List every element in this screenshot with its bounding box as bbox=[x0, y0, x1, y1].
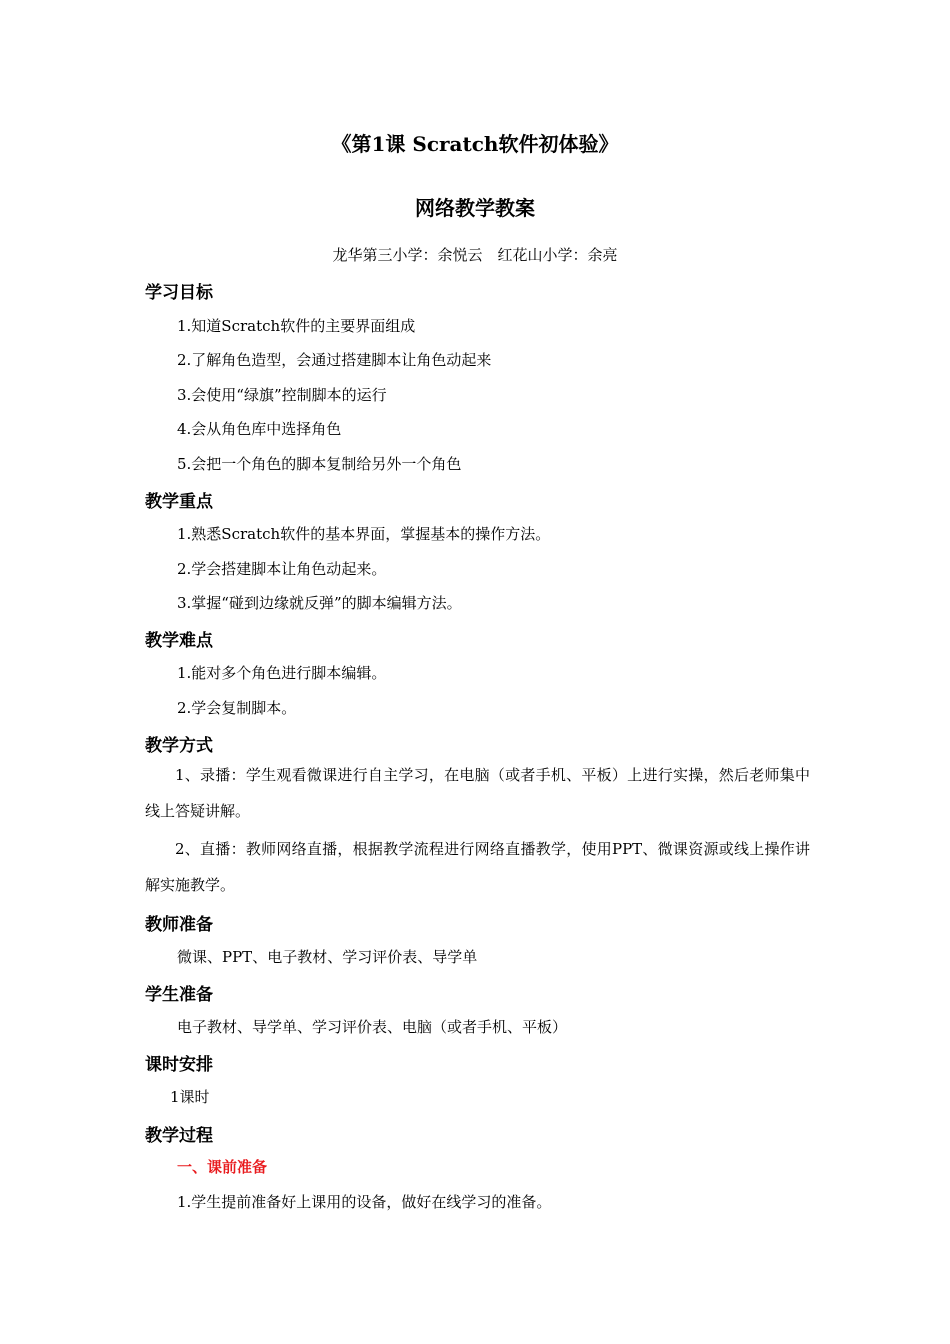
key-point-item: 3.掌握“碰到边缘就反弹”的脚本编辑方法。 bbox=[177, 594, 462, 612]
objective-item: 4.会从角色库中选择角色 bbox=[177, 420, 342, 438]
objective-item: 5.会把一个角色的脚本复制给另外一个角色 bbox=[177, 455, 462, 473]
document-subtitle: 网络教学教案 bbox=[415, 196, 535, 220]
teacher-prep-heading: 教师准备 bbox=[145, 915, 213, 935]
methods-heading: 教学方式 bbox=[145, 736, 213, 756]
objective-item: 2.了解角色造型，会通过搭建脚本让角色动起来 bbox=[177, 351, 492, 369]
method-paragraph: 1、录播：学生观看微课进行自主学习，在电脑（或者手机、平板）上进行实操，然后老师集中线上答疑讲解。 bbox=[145, 766, 810, 820]
difficulty-item: 2.学会复制脚本。 bbox=[177, 699, 297, 717]
schedule-text: 1课时 bbox=[170, 1088, 210, 1106]
difficulty-item: 1.能对多个角色进行脚本编辑。 bbox=[177, 664, 387, 682]
objective-item: 3.会使用“绿旗”控制脚本的运行 bbox=[177, 386, 387, 404]
student-prep-heading: 学生准备 bbox=[145, 985, 213, 1005]
process-item: 1.学生提前准备好上课用的设备，做好在线学习的准备。 bbox=[177, 1193, 552, 1211]
difficulties-heading: 教学难点 bbox=[145, 631, 213, 651]
process-heading: 教学过程 bbox=[145, 1126, 213, 1146]
method-paragraph: 2、直播：教师网络直播，根据教学流程进行网络直播教学，使用PPT、微课资源或线上操作讲解实施教学。 bbox=[145, 840, 810, 894]
key-point-item: 1.熟悉Scratch软件的基本界面，掌握基本的操作方法。 bbox=[177, 525, 551, 543]
document-title: 《第1课 Scratch软件初体验》 bbox=[331, 132, 619, 156]
key-point-item: 2.学会搭建脚本让角色动起来。 bbox=[177, 560, 387, 578]
teacher-prep-text: 微课、PPT、电子教材、学习评价表、导学单 bbox=[177, 948, 478, 966]
process-subheading: 一、课前准备 bbox=[177, 1158, 268, 1176]
objectives-heading: 学习目标 bbox=[145, 283, 213, 303]
schedule-heading: 课时安排 bbox=[145, 1055, 213, 1075]
student-prep-text: 电子教材、导学单、学习评价表、电脑（或者手机、平板） bbox=[177, 1018, 568, 1036]
objective-item: 1.知道Scratch软件的主要界面组成 bbox=[177, 317, 416, 335]
document-authors: 龙华第三小学：余悦云 红花山小学：余亮 bbox=[332, 246, 618, 264]
key-points-heading: 教学重点 bbox=[145, 492, 213, 512]
